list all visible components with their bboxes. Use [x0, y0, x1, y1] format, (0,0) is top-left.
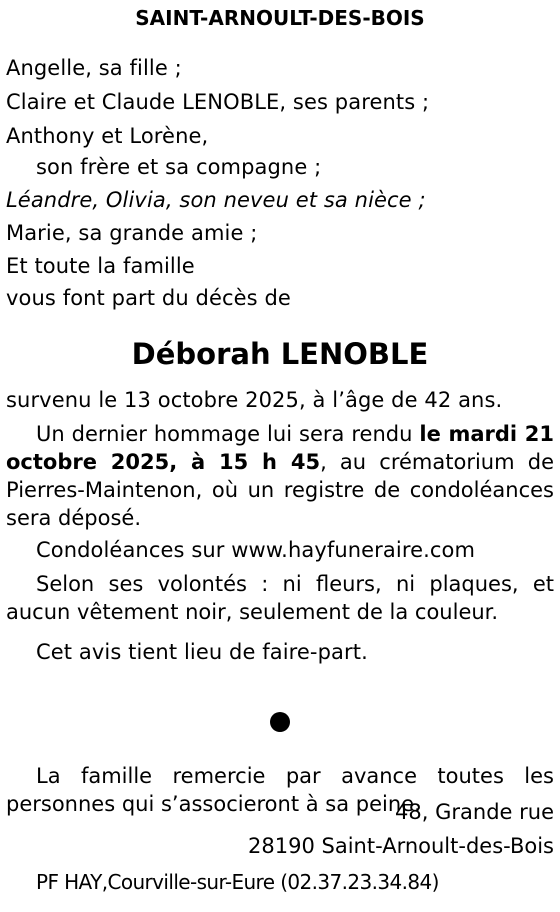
family-line-parents: Claire et Claude LENOBLE, ses parents ;	[6, 90, 430, 114]
condolences-line: Condoléances sur www.hayfuneraire.com	[36, 538, 476, 562]
family-line-daughter: Angelle, sa fille ;	[6, 56, 182, 80]
thanks-paragraph: La famille remercie par avance toutes les personnes qui s’associeront à sa peine.	[6, 764, 554, 816]
bullet-separator	[270, 712, 290, 732]
family-line-all-family: Et toute la famille	[6, 254, 195, 278]
address-city: 28190 Saint-Arnoult-des-Bois	[248, 834, 554, 858]
ceremony-paragraph	[6, 420, 554, 532]
ceremony-date-time: le mardi 21 octobre 2025, à 15 h 45	[6, 422, 554, 474]
family-line-friend: Marie, sa grande amie ;	[6, 221, 258, 245]
family-line-nephew-niece: Léandre, Olivia, son neveu et sa nièce ;	[6, 188, 426, 212]
ceremony-text-before: Un dernier hommage lui sera rendu	[36, 422, 420, 446]
deceased-info: survenu le 13 octobre 2025, à l’âge de 42 ans.	[6, 388, 503, 412]
address-street: 48, Grande rue	[395, 800, 554, 824]
family-line-brother: Anthony et Lorène,	[6, 124, 209, 148]
family-line-announcement: vous font part du décès de	[6, 286, 291, 310]
wishes-paragraph: Selon ses volontés : ni fleurs, ni plaques, et aucun vêtement noir, seulement de la couleur.	[6, 572, 554, 624]
family-line-brother-relation: son frère et sa compagne ;	[36, 155, 322, 179]
ceremony-text-after: , au crématorium de Pierres-Maintenon, où un registre de condoléances sera déposé.	[6, 450, 554, 530]
funeral-home-contact: PF HAY,Courville-sur-Eure (02.37.23.34.84)	[36, 870, 439, 894]
town-heading: SAINT-ARNOULT-DES-BOIS	[135, 6, 425, 30]
deceased-name: Déborah LENOBLE	[131, 337, 429, 371]
notice-line: Cet avis tient lieu de faire-part.	[36, 640, 368, 664]
